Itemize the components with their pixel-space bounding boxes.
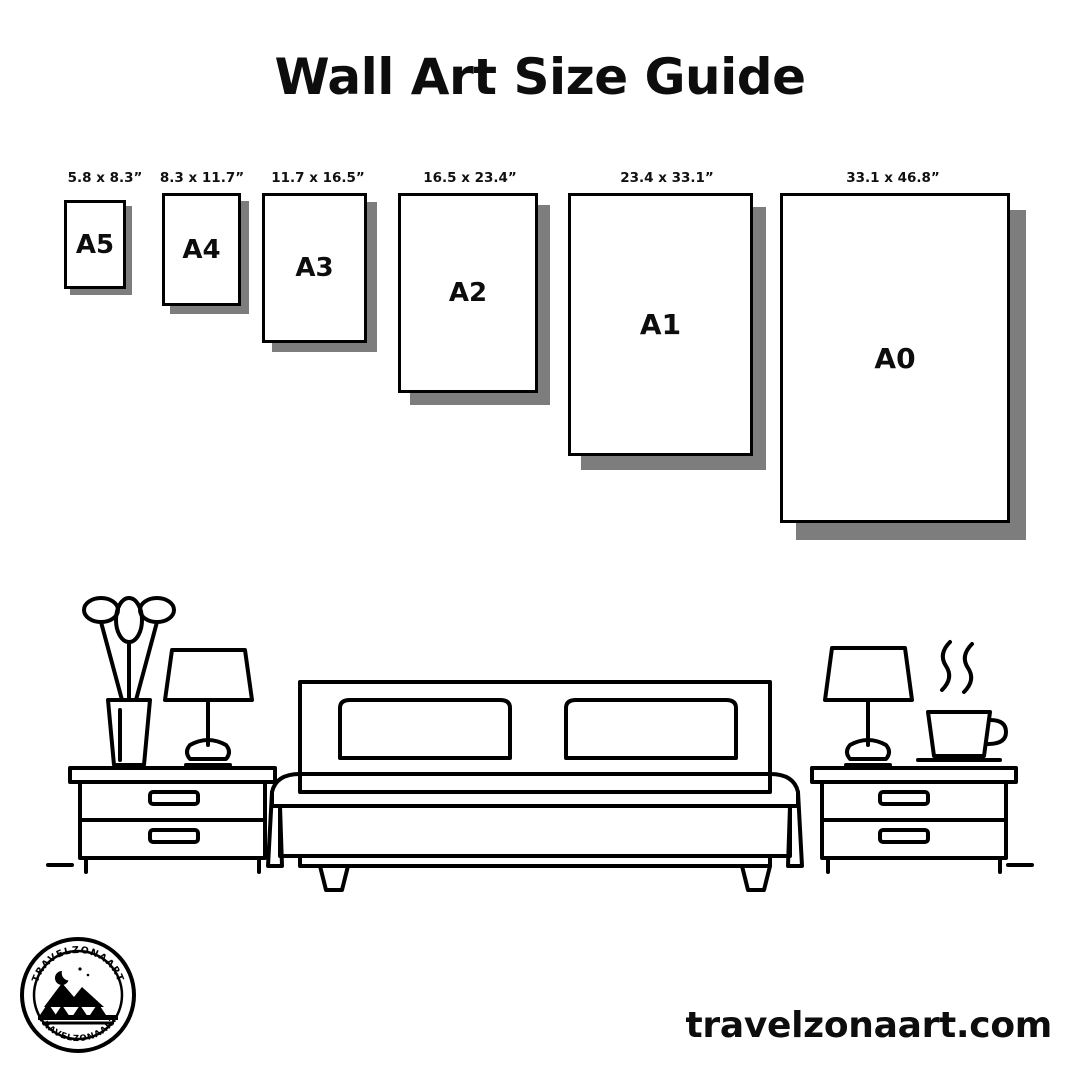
frame-group-a4 [160, 170, 270, 330]
coffee-cup [918, 642, 1006, 760]
bed [268, 682, 802, 890]
frame-box-a1[interactable] [568, 193, 753, 456]
bedroom-scene [0, 560, 1080, 920]
frame-dims-a3: 11.7 x 16.5” [271, 170, 365, 186]
frame-dims-a4: 8.3 x 11.7” [159, 170, 245, 186]
frame-size-row [0, 170, 1080, 590]
plant-left [84, 598, 174, 765]
frame-dims-a1: 23.4 x 33.1” [620, 170, 714, 186]
bedroom-illustration [0, 560, 1080, 920]
frame-label-a5: A5 [75, 229, 115, 260]
page-title: Wall Art Size Guide [274, 48, 806, 106]
frame-box-a4[interactable] [162, 193, 241, 306]
frame-label-a2: A2 [448, 278, 488, 308]
website-url[interactable]: travelzonaart.com [685, 1005, 1052, 1046]
travelzonaart-logo-icon [18, 935, 138, 1055]
frame-group-a3 [260, 170, 400, 380]
frame-box-a2[interactable] [398, 193, 538, 393]
frame-dims-a0: 33.1 x 46.8” [846, 170, 940, 186]
frame-box-a5[interactable] [64, 200, 126, 289]
frame-dims-a2: 16.5 x 23.4” [423, 170, 517, 186]
lamp-left [165, 650, 252, 765]
nightstand-right [812, 768, 1016, 872]
frame-dims-a5: 5.8 x 8.3” [67, 170, 143, 186]
logo-text-bottom: TRAVELZONAART [35, 1014, 121, 1045]
frame-label-a1: A1 [639, 308, 682, 341]
frame-box-a0[interactable] [780, 193, 1010, 523]
frame-label-a4: A4 [182, 234, 221, 265]
frame-label-a0: A0 [874, 341, 916, 375]
frame-box-a3[interactable] [262, 193, 367, 343]
nightstand-left [70, 768, 275, 872]
frame-group-a2 [395, 170, 575, 430]
frame-group-a5 [60, 170, 143, 300]
brand-logo [18, 935, 138, 1055]
lamp-right [825, 648, 912, 765]
frame-group-a1 [565, 170, 795, 500]
logo-text-top: TRAVELZONAART [30, 944, 126, 984]
frame-group-a0 [778, 170, 1058, 590]
frame-label-a3: A3 [295, 253, 334, 283]
